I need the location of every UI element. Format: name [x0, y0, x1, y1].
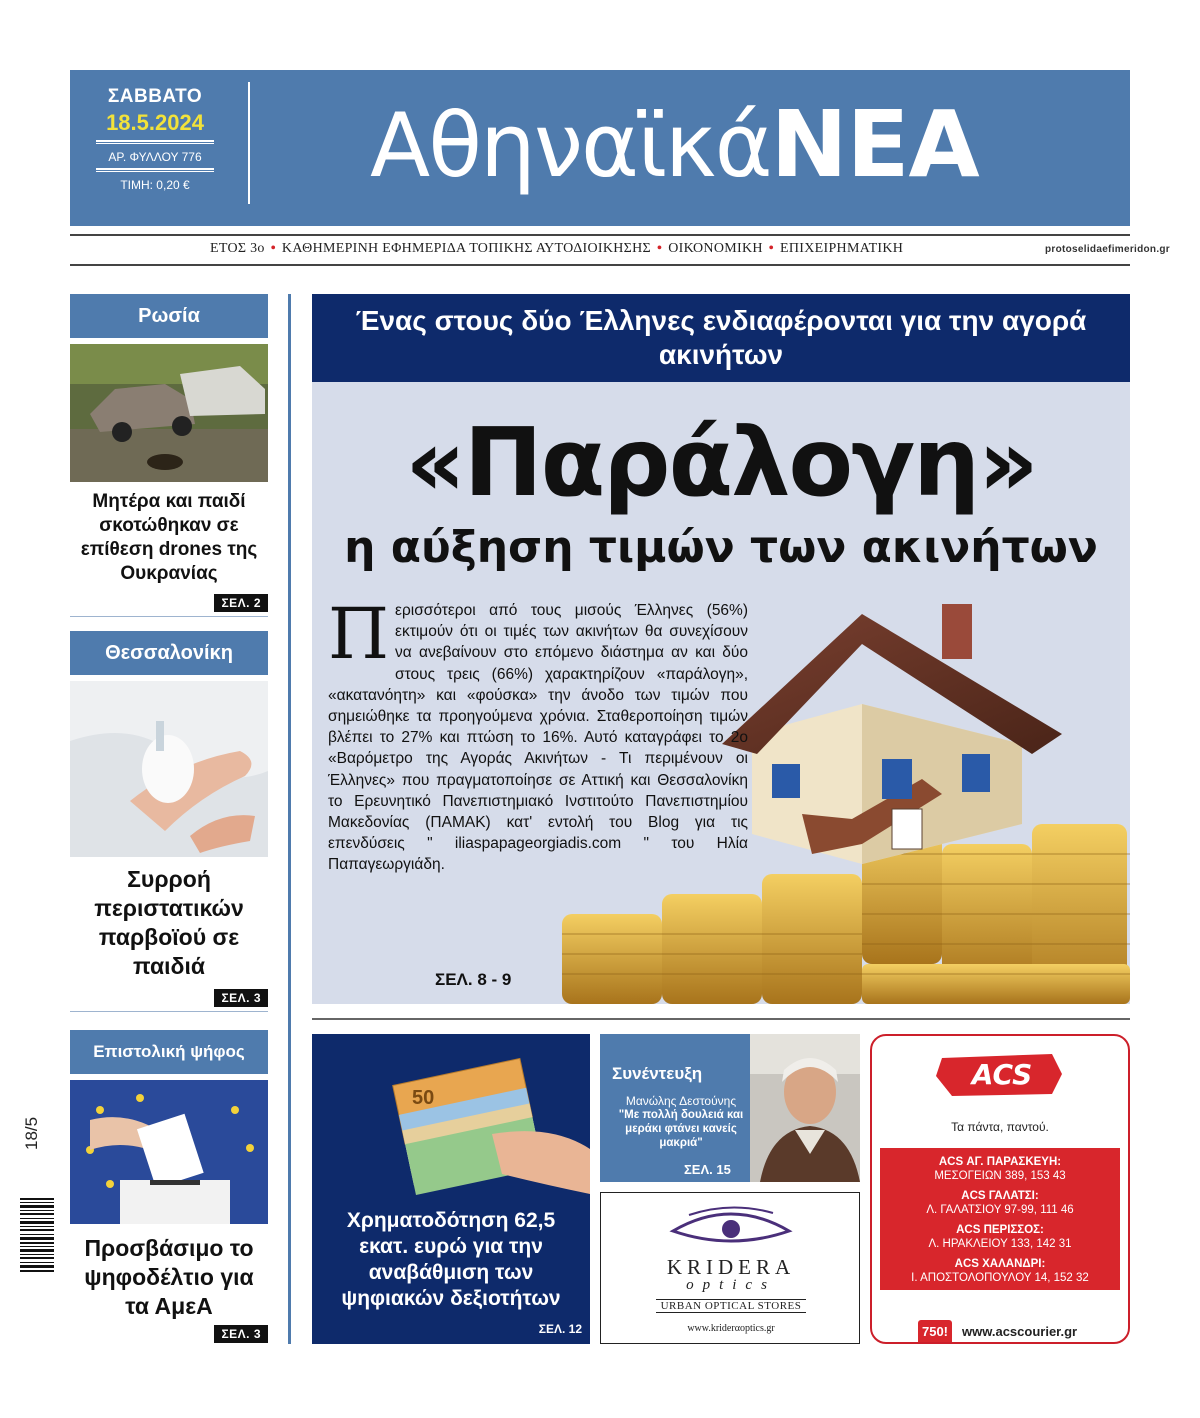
- masthead-info: [80, 80, 230, 192]
- acs-logo: [932, 1050, 1072, 1100]
- acs-branch-name: ACS ΑΓ. ΠΑΡΑΣΚΕΥΗ:: [938, 1156, 1062, 1168]
- euro-banknotes-illustration: [312, 1034, 590, 1204]
- acs-branch-address: Λ. ΗΡΑΚΛΕΙΟΥ 133, 142 31: [928, 1238, 1072, 1250]
- divider: [248, 82, 250, 204]
- section-header-thessaloniki[interactable]: Θεσσαλονίκη: [70, 631, 268, 675]
- kridera-tagline: URBAN OPTICAL STORES: [656, 1299, 806, 1313]
- divider: [96, 140, 214, 144]
- interviewee-name: Μανώλης Δεστούνης: [625, 1094, 737, 1108]
- ballot-box-photo[interactable]: [70, 1080, 268, 1224]
- tagline-desc: ΚΑΘΗΜΕΡΙΝΗ ΕΦΗΜΕΡΙΔΑ ΤΟΠΙΚΗΣ ΑΥΤΟΔΙΟΙΚΗΣΗΣ: [281, 241, 651, 256]
- issue-number: ΑΡ. ΦΥΛΛΟΥ 776: [108, 150, 202, 164]
- banknote-value-text: 50: [412, 1087, 435, 1109]
- lead-body-text: ερισσότεροι από τους μισούς Έλληνες (56%) εκτιμούν ότι οι τιμές των ακινήτων θα συνεχίσουν να ανεβαίνουν στο επόμενο διάστημα αν και δύο στους τρεις (66%) χαρακτηρίζουν «παράλογη», «ακατανόητη» και «φούσκα» την άνοδο των τιμών που σημειώθηκε τα προηγούμενα χρόνια. Σταθεροποίηση τιμών βλέπει το 27% και πτώση το 16%. Αυτό καταγράφει το 2ο «Βαρόμετρο της Αγοράς Ακινήτων - Τι περιμένουν οι Έλληνες» που πραγματοποίησε σε Αττική και Θεσσαλονίκη το Ερευνητικό Πανεπιστημιακό Ινστιτούτο Πανεπιστημίου Μακεδονίας (ΠΑΜΑΚ) κατ' εντολή του Blog για τις επενδύσεις " iliaspapageorgiadis.com " του Ηλία Παπαγεωργιάδη.: [328, 602, 748, 874]
- kridera-eye-logo-icon: [669, 1205, 793, 1251]
- section-divider: [312, 1018, 1130, 1020]
- acs-branch-address: Ι. ΑΠΟΣΤΟΛΟΠΟΥΛΟΥ 14, 152 32: [911, 1272, 1089, 1284]
- logo-bold-text: ΝΕΑ: [770, 91, 979, 198]
- section-header-postal-vote[interactable]: Επιστολική ψήφος: [70, 1030, 268, 1074]
- divider: [96, 168, 214, 172]
- kridera-name: KRIDERA: [666, 1255, 796, 1279]
- funding-title: Χρηματοδότηση 62,5 εκατ. ευρώ για την αναβάθμιση των ψηφιακών δεξιοτήτων: [341, 1209, 561, 1310]
- acs-750-badge: 750!: [918, 1320, 952, 1344]
- lead-kicker: Ένας στους δύο Έλληνες ενδιαφέρονται για την αγορά ακινήτων: [312, 294, 1130, 382]
- page-ref: ΣΕΛ. 2: [214, 594, 268, 612]
- column-divider: [288, 294, 291, 1344]
- issue-short-label: 18/5: [22, 1116, 41, 1150]
- tagline: ΕΤΟΣ 3ο • ΚΑΘΗΜΕΡΙΝΗ ΕΦΗΜΕΡΙΔΑ ΤΟΠΙΚΗΣ ΑΥΤΟΔΙΟΙΚΗΣΗΣ • ΟΙΚΟΝΟΜΙΚΗ • ΕΠΙΧΕΙΡΗΜΑΤΙΚΗ: [210, 241, 904, 256]
- acs-branch-name: ACS ΧΑΛΑΝΔΡΙ:: [954, 1258, 1046, 1270]
- interviewee-portrait: [750, 1034, 860, 1182]
- acs-slogan: Τα πάντα, παντού.: [951, 1120, 1049, 1134]
- masthead-day: ΣΑΒΒΑΤΟ: [107, 86, 203, 107]
- acs-branch-name: ACS ΓΑΛΑΤΣΙ:: [961, 1190, 1039, 1202]
- acs-branch-address: ΜΕΣΟΓΕΙΩΝ 389, 153 43: [934, 1170, 1066, 1182]
- child-hand-iv-photo[interactable]: [70, 681, 268, 857]
- story-title-postal-vote[interactable]: Προσβάσιμο το ψηφοδέλτιο για τα ΑμεΑ: [84, 1235, 254, 1319]
- barcode: [20, 1196, 54, 1276]
- kridera-ad[interactable]: [600, 1192, 860, 1344]
- lead-body: [328, 593, 748, 876]
- acs-logo-text: ACS: [971, 1058, 1033, 1091]
- lead-story[interactable]: [312, 294, 1130, 1004]
- interview-quote: "Με πολλή δουλειά και μεράκι φτάνει κανείς μακριά": [618, 1109, 744, 1149]
- acs-ad[interactable]: [870, 1034, 1130, 1344]
- lead-headline: «Παράλογη»: [405, 409, 1037, 518]
- kridera-sub: optics: [686, 1277, 776, 1293]
- interview-label: Συνέντευξη: [612, 1064, 703, 1083]
- interview-page-ref: ΣΕΛ. 15: [684, 1162, 731, 1177]
- page-ref-row: [70, 989, 268, 1012]
- newspaper-logo[interactable]: [370, 90, 979, 200]
- tagline-biz: ΕΠΙΧΕΙΡΗΜΑΤΙΚΗ: [780, 241, 904, 256]
- drop-cap: Π: [328, 593, 390, 675]
- lead-subheadline: η αύξηση τιμών των ακινήτων: [344, 522, 1098, 573]
- price: ΤΙΜΗ: 0,20 €: [120, 178, 190, 192]
- tagline-year: ΕΤΟΣ 3ο: [210, 241, 265, 256]
- page-ref: ΣΕΛ. 3: [214, 989, 268, 1007]
- funding-story[interactable]: [312, 1034, 590, 1344]
- acs-url[interactable]: www.acscourier.gr: [962, 1324, 1078, 1339]
- section-header-russia[interactable]: Ρωσία: [70, 294, 268, 338]
- page-ref-row: [70, 1325, 268, 1347]
- left-column: [70, 294, 268, 1347]
- destroyed-car-photo[interactable]: [70, 344, 268, 482]
- story-title-russia[interactable]: Μητέρα και παιδί σκοτώθηκαν σε επίθεση drones της Ουκρανίας: [80, 491, 258, 584]
- masthead: [70, 70, 1130, 226]
- lead-page-ref: ΣΕΛ. 8 - 9: [435, 970, 512, 989]
- interview-box[interactable]: [600, 1034, 860, 1182]
- funding-page-ref: ΣΕΛ. 12: [538, 1322, 582, 1336]
- acs-branch-name: ACS ΠΕΡΙΣΣΟΣ:: [956, 1224, 1044, 1236]
- logo-light-text: Αθηναϊκά: [370, 94, 771, 197]
- acs-branch-address: Λ. ΓΑΛΑΤΣΙΟΥ 97-99, 111 46: [926, 1204, 1074, 1216]
- tagline-bar: [70, 234, 1170, 266]
- page-ref: ΣΕΛ. 3: [214, 1325, 268, 1343]
- page-ref-row: [70, 594, 268, 617]
- kridera-url[interactable]: www.kriderαoptics.gr: [687, 1323, 775, 1334]
- source-site: protoselidaefimeridon.gr: [1045, 244, 1170, 255]
- acs-branches: [880, 1148, 1120, 1290]
- tagline-econ: ΟΙΚΟΝΟΜΙΚΗ: [668, 241, 763, 256]
- masthead-date: 18.5.2024: [106, 110, 204, 135]
- story-title-thessaloniki[interactable]: Συρροή περιστατικών παρβοϊού σε παιδιά: [94, 866, 244, 979]
